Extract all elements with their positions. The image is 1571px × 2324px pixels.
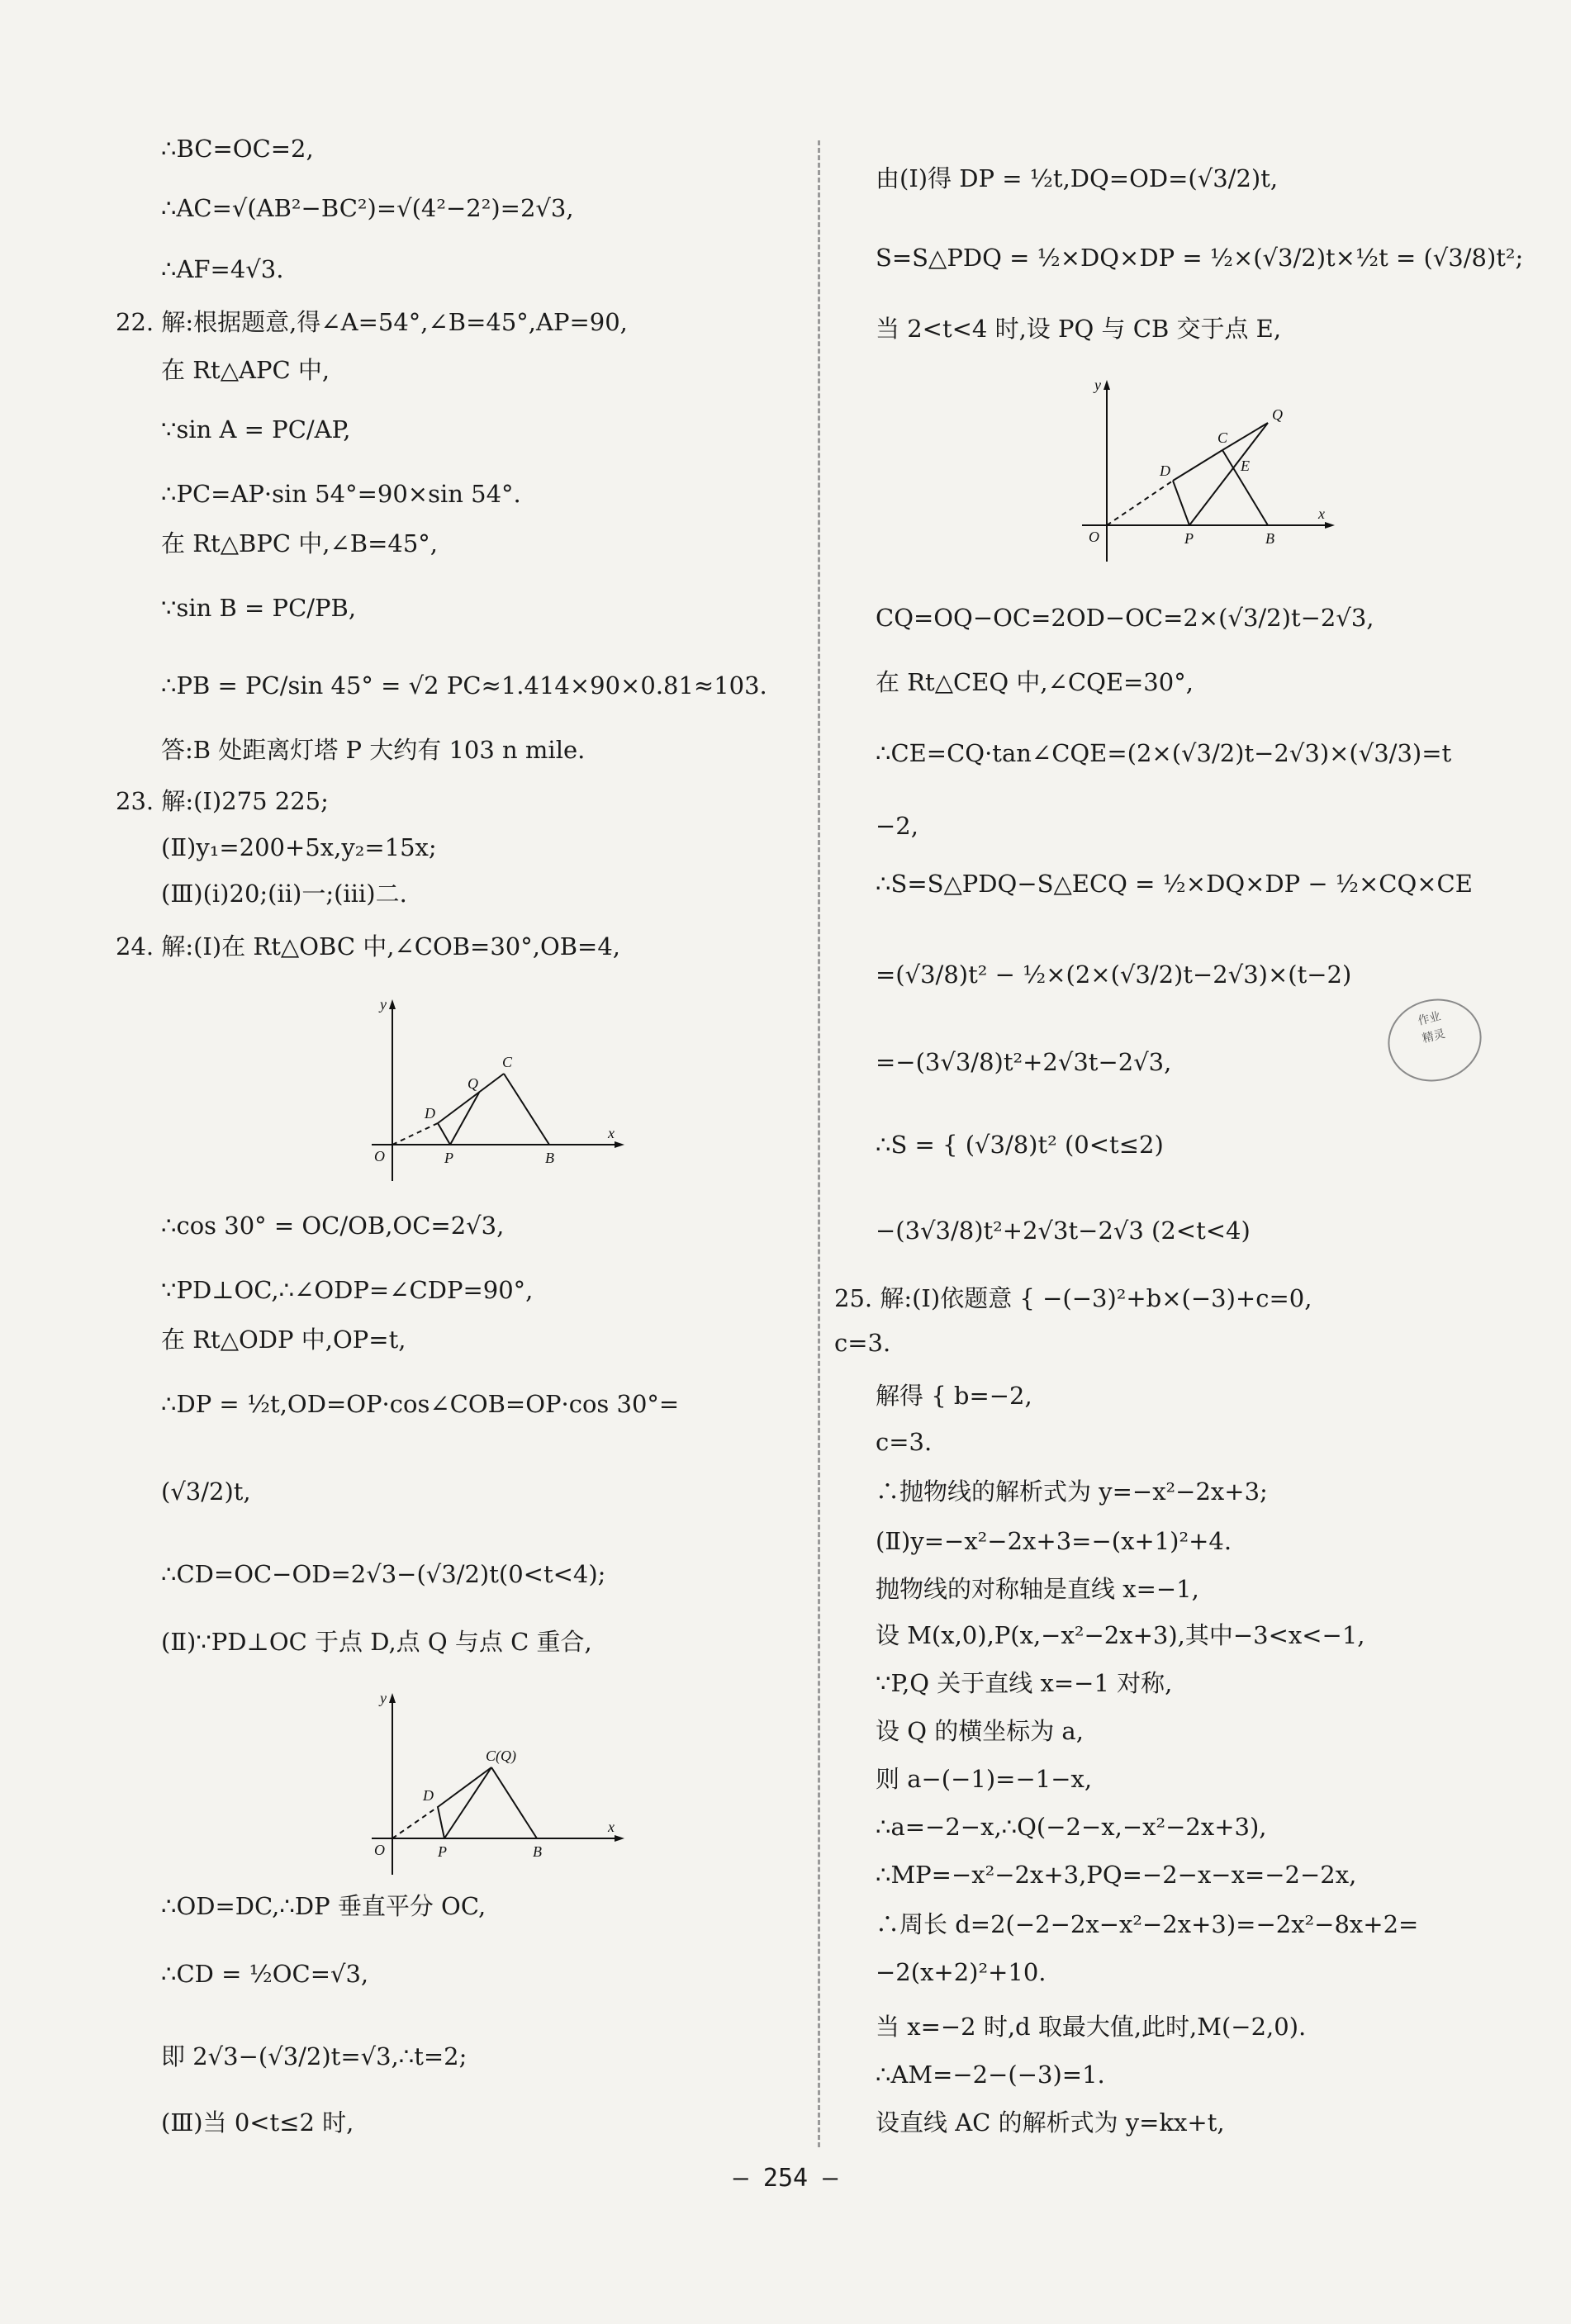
- left-column-line: 22. 解:根据题意,得∠A=54°,∠B=45°,AP=90,: [116, 308, 628, 336]
- left-column-line: (Ⅲ)(ⅰ)20;(ⅱ)一;(ⅲ)二.: [161, 880, 407, 908]
- left-column-line: 即 2√3−(√3/2)t=√3,∴t=2;: [161, 2042, 468, 2070]
- left-column-line: ∴PB = PC/sin 45° = √2 PC≈1.414×90×0.81≈103.: [161, 671, 767, 700]
- fig3-label-B: B: [1265, 530, 1274, 547]
- right-column-line: ∴S = { (√3/8)t² (0<t≤2): [876, 1131, 1164, 1159]
- left-column-line: ∵sin A = PC/AP,: [161, 415, 351, 443]
- left-column-line: 在 Rt△APC 中,: [161, 356, 330, 384]
- fig3-label-D: D: [1160, 462, 1170, 479]
- right-column-line: 25. 解:(Ⅰ)依题意 { −(−3)²+b×(−3)+c=0,: [834, 1284, 1312, 1312]
- right-column-line: (Ⅱ)y=−x²−2x+3=−(x+1)²+4.: [876, 1527, 1232, 1555]
- right-column-line: −2(x+2)²+10.: [876, 1958, 1047, 1986]
- left-column-line: ∴cos 30° = OC/OB,OC=2√3,: [161, 1212, 505, 1240]
- left-column-line: ∵sin B = PC/PB,: [161, 594, 357, 622]
- right-column-line: ∴AM=−2−(−3)=1.: [876, 2061, 1105, 2089]
- left-column-line: ∴BC=OC=2,: [161, 135, 314, 163]
- right-column-line: 当 2<t<4 时,设 PQ 与 CB 交于点 E,: [876, 315, 1282, 343]
- right-column-line: 设 Q 的横坐标为 a,: [876, 1717, 1084, 1745]
- left-column-line: 在 Rt△ODP 中,OP=t,: [161, 1326, 406, 1354]
- fig2-label-O: O: [374, 1842, 385, 1858]
- fig3-label-P: P: [1184, 530, 1194, 547]
- fig3-label-C: C: [1217, 429, 1228, 446]
- figure-24-1: [347, 991, 628, 1189]
- fig2-label-y: y: [380, 1690, 387, 1706]
- fig3-label-y: y: [1094, 377, 1101, 393]
- right-column-line: ∴周长 d=2(−2−2x−x²−2x+3)=−2x²−8x+2=: [876, 1910, 1419, 1938]
- right-column-line: c=3.: [834, 1329, 891, 1357]
- fig1-label-Q: Q: [468, 1075, 478, 1092]
- left-column-line: ∴CD = ½OC=√3,: [161, 1960, 369, 1988]
- fig1-label-D: D: [425, 1105, 435, 1122]
- fig3-label-x: x: [1318, 505, 1325, 522]
- left-column-line: (Ⅱ)y₁=200+5x,y₂=15x;: [161, 833, 437, 861]
- right-column-line: 设 M(x,0),P(x,−x²−2x+3),其中−3<x<−1,: [876, 1621, 1365, 1649]
- left-column-line: (Ⅱ)∵PD⊥OC 于点 D,点 Q 与点 C 重合,: [161, 1628, 592, 1656]
- figure-24-3: [1049, 372, 1346, 570]
- right-column-line: =(√3/8)t² − ½×(2×(√3/2)t−2√3)×(t−2): [876, 960, 1352, 989]
- fig3-label-O: O: [1089, 529, 1099, 545]
- fig2-label-B: B: [533, 1843, 542, 1860]
- right-column-line: 抛物线的对称轴是直线 x=−1,: [876, 1575, 1199, 1603]
- left-column-line: 在 Rt△BPC 中,∠B=45°,: [161, 529, 438, 557]
- fig3-label-E: E: [1241, 458, 1250, 474]
- right-column-line: 在 Rt△CEQ 中,∠CQE=30°,: [876, 668, 1194, 696]
- right-column-line: c=3.: [876, 1428, 933, 1456]
- left-column-line: ∴AC=√(AB²−BC²)=√(4²−2²)=2√3,: [161, 194, 574, 222]
- left-column-line: 24. 解:(Ⅰ)在 Rt△OBC 中,∠COB=30°,OB=4,: [116, 932, 620, 960]
- left-column-line: (√3/2)t,: [161, 1477, 251, 1506]
- stamp-line2: 精灵: [1421, 1027, 1447, 1046]
- right-column-line: 则 a−(−1)=−1−x,: [876, 1765, 1093, 1793]
- page-number: — 254 —: [733, 2164, 838, 2193]
- left-column-line: ∴OD=DC,∴DP 垂直平分 OC,: [161, 1892, 486, 1920]
- right-column-line: S=S△PDQ = ½×DQ×DP = ½×(√3/2)t×½t = (√3/8)t²;: [876, 244, 1524, 272]
- left-column-line: ∴PC=AP·sin 54°=90×sin 54°.: [161, 480, 521, 508]
- fig1-label-x: x: [608, 1125, 615, 1141]
- right-column-line: 当 x=−2 时,d 取最大值,此时,M(−2,0).: [876, 2013, 1307, 2041]
- fig1-label-P: P: [444, 1150, 453, 1166]
- fig1-label-y: y: [380, 996, 387, 1013]
- fig2-label-x: x: [608, 1819, 615, 1835]
- fig2-label-C: C(Q): [486, 1748, 516, 1764]
- left-column-line: (Ⅲ)当 0<t≤2 时,: [161, 2108, 354, 2137]
- right-column-line: ∴a=−2−x,∴Q(−2−x,−x²−2x+3),: [876, 1813, 1267, 1841]
- fig2-label-P: P: [438, 1843, 447, 1860]
- right-column-line: =−(3√3/8)t²+2√3t−2√3,: [876, 1048, 1172, 1076]
- left-column-line: 23. 解:(Ⅰ)275 225;: [116, 787, 329, 815]
- right-column-line: ∴MP=−x²−2x+3,PQ=−2−x−x=−2−2x,: [876, 1861, 1357, 1889]
- fig1-label-C: C: [502, 1054, 513, 1070]
- right-column-line: 设直线 AC 的解析式为 y=kx+t,: [876, 2108, 1225, 2137]
- fig2-label-D: D: [423, 1787, 434, 1804]
- stamp-line1: 作业: [1417, 1009, 1443, 1028]
- fig1-label-O: O: [374, 1148, 385, 1164]
- left-column-line: ∴AF=4√3.: [161, 255, 284, 283]
- right-column-line: ∵P,Q 关于直线 x=−1 对称,: [876, 1669, 1173, 1697]
- left-column-line: ∵PD⊥OC,∴∠ODP=∠CDP=90°,: [161, 1276, 534, 1304]
- right-column-line: −2,: [876, 812, 918, 840]
- right-column-line: ∴S=S△PDQ−S△ECQ = ½×DQ×DP − ½×CQ×CE: [876, 870, 1473, 898]
- right-column-line: ∴抛物线的解析式为 y=−x²−2x+3;: [876, 1477, 1268, 1506]
- column-divider: [818, 140, 820, 2147]
- left-column-line: ∴DP = ½t,OD=OP·cos∠COB=OP·cos 30°=: [161, 1390, 680, 1418]
- watermark-stamp: [1379, 989, 1491, 1092]
- fig3-label-Q: Q: [1272, 406, 1283, 423]
- right-column-line: 解得 { b=−2,: [876, 1382, 1032, 1410]
- right-column-line: ∴CE=CQ·tan∠CQE=(2×(√3/2)t−2√3)×(√3/3)=t: [876, 739, 1452, 767]
- right-column-line: 由(Ⅰ)得 DP = ½t,DQ=OD=(√3/2)t,: [876, 164, 1279, 192]
- figure-24-2: [347, 1685, 628, 1883]
- fig1-label-B: B: [545, 1150, 554, 1166]
- right-column-line: −(3√3/8)t²+2√3t−2√3 (2<t<4): [876, 1217, 1251, 1245]
- left-column-line: ∴CD=OC−OD=2√3−(√3/2)t(0<t<4);: [161, 1560, 606, 1588]
- right-column-line: CQ=OQ−OC=2OD−OC=2×(√3/2)t−2√3,: [876, 604, 1374, 632]
- left-column-line: 答:B 处距离灯塔 P 大约有 103 n mile.: [161, 736, 586, 764]
